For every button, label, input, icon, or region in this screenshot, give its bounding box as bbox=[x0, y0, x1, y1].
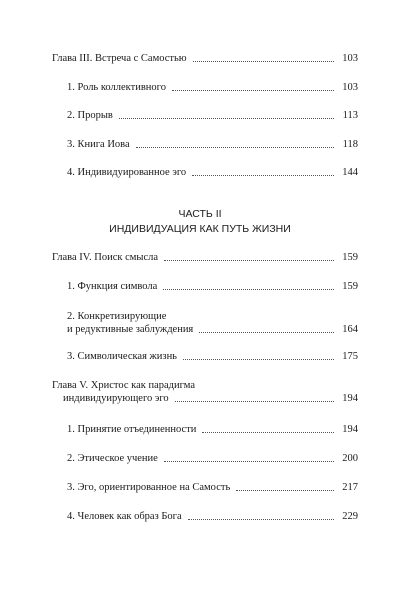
toc-page-number: 159 bbox=[342, 281, 358, 292]
leader-dots bbox=[236, 490, 334, 491]
leader-dots bbox=[193, 61, 334, 62]
leader-dots bbox=[192, 175, 334, 176]
toc-page-number: 194 bbox=[342, 393, 358, 404]
leader-dots bbox=[183, 359, 334, 360]
toc-page-number: 103 bbox=[342, 82, 358, 93]
toc-item bbox=[67, 481, 358, 494]
toc-page-number: 144 bbox=[342, 167, 358, 178]
part-title: ИНДИВИДУАЦИЯ КАК ПУТЬ ЖИЗНИ bbox=[109, 223, 291, 235]
leader-dots bbox=[199, 332, 334, 333]
toc-chapter-3 bbox=[52, 52, 358, 65]
toc-title: 1. Роль коллективного bbox=[67, 82, 166, 93]
leader-dots bbox=[202, 432, 334, 433]
toc-title: 1. Принятие отъединенности bbox=[67, 424, 197, 435]
leader-dots bbox=[175, 401, 334, 402]
toc-page-number: 217 bbox=[342, 482, 358, 493]
toc-title: 1. Функция символа bbox=[67, 281, 158, 292]
toc-item bbox=[67, 510, 358, 523]
toc-title: 3. Книга Иова bbox=[67, 139, 130, 150]
toc-title: 3. Эго, ориентированное на Самость bbox=[67, 482, 231, 493]
leader-dots bbox=[172, 90, 334, 91]
toc-page-number: 118 bbox=[342, 139, 358, 150]
toc-title: 2. Этическое учение bbox=[67, 453, 158, 464]
toc-title: 3. Символическая жизнь bbox=[67, 351, 177, 362]
leader-dots bbox=[163, 289, 334, 290]
leader-dots bbox=[164, 461, 334, 462]
toc-item bbox=[67, 350, 358, 363]
leader-dots bbox=[164, 260, 334, 261]
leader-dots bbox=[188, 519, 334, 520]
toc-page-number: 200 bbox=[342, 453, 358, 464]
toc-item bbox=[67, 81, 358, 94]
toc-title-line2: индивидуирующего эго bbox=[63, 393, 169, 404]
toc-page-number: 194 bbox=[342, 424, 358, 435]
toc-title: Глава III. Встреча с Самостью bbox=[52, 53, 187, 64]
toc-title: 2. Прорыв bbox=[67, 110, 113, 121]
part-label: ЧАСТЬ II bbox=[178, 208, 222, 220]
toc-title: 4. Человек как образ Бога bbox=[67, 511, 182, 522]
toc-item bbox=[67, 280, 358, 293]
toc-page-number: 175 bbox=[342, 351, 358, 362]
toc-page-number: 229 bbox=[342, 511, 358, 522]
toc-page-number: 113 bbox=[342, 110, 358, 121]
toc-item bbox=[67, 138, 358, 151]
toc-item bbox=[67, 109, 358, 122]
toc-title: Глава IV. Поиск смысла bbox=[52, 252, 159, 263]
toc-item bbox=[67, 452, 358, 465]
toc-chapter-5 bbox=[52, 379, 358, 405]
toc-page-number: 103 bbox=[342, 53, 358, 64]
leader-dots bbox=[136, 147, 334, 148]
toc-title-line1: 2. Конкретизирующие bbox=[67, 311, 167, 322]
toc-title-line2: и редуктивные заблуждения bbox=[67, 324, 194, 335]
toc-item bbox=[67, 166, 358, 179]
toc-page-number: 159 bbox=[342, 252, 358, 263]
toc-item bbox=[67, 310, 358, 336]
toc-page-number: 164 bbox=[342, 324, 358, 335]
leader-dots bbox=[119, 118, 334, 119]
toc-item bbox=[67, 423, 358, 436]
toc-chapter-4 bbox=[52, 251, 358, 264]
toc-title-line1: Глава V. Христос как парадигма bbox=[52, 380, 196, 391]
toc-title: 4. Индивидуированное эго bbox=[67, 167, 187, 178]
